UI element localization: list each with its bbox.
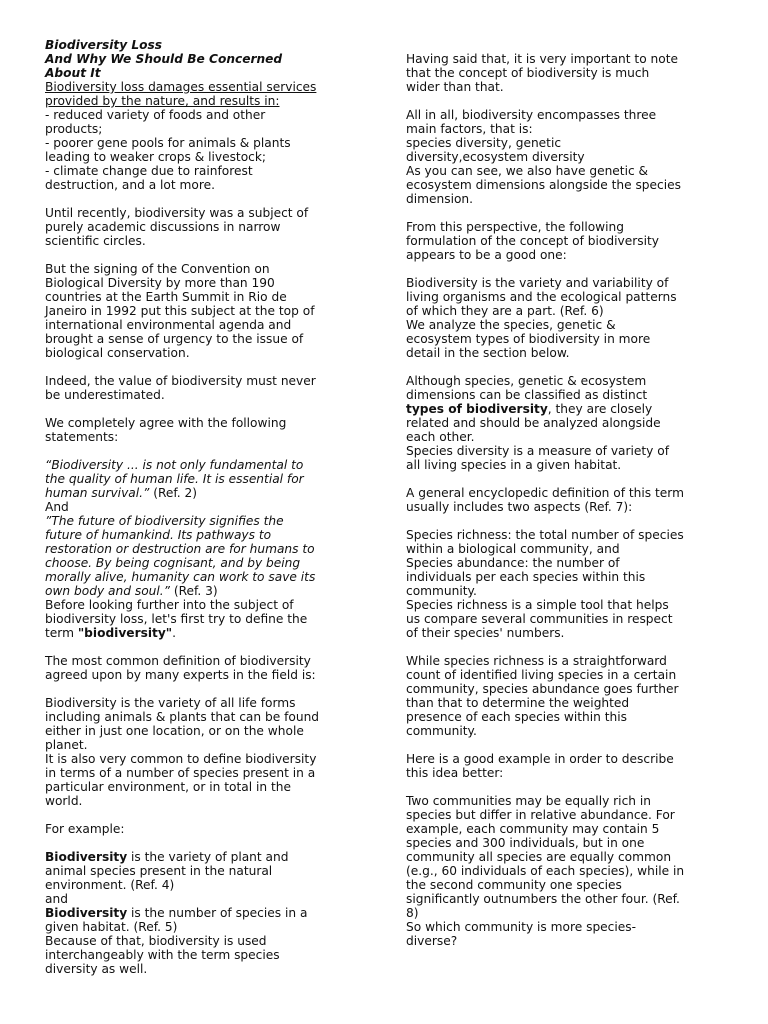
text-line: Biodiversity loss damages essential services <box>45 80 317 94</box>
paragraph-gap <box>45 640 367 654</box>
text-line: 8) <box>406 906 419 920</box>
text-line: Although species, genetic & ecosystem <box>406 374 647 388</box>
text-line: given habitat. (Ref. 5) <box>45 920 178 934</box>
text-line: Species richness: the total number of species <box>406 528 684 542</box>
text-line: Biodiversity is the variety and variability of <box>406 276 669 290</box>
text-line: particular environment, or in total in the <box>45 780 291 794</box>
text-line: While species richness is a straightforward <box>406 654 667 668</box>
text-line: Before looking further into the subject of <box>45 598 294 612</box>
text-line: Two communities may be equally rich in <box>406 794 651 808</box>
text-line: species but differ in relative abundance. For <box>406 808 675 822</box>
bold-term: types of biodiversity <box>406 402 548 416</box>
text-line: For example: <box>45 822 125 836</box>
text-line: Janeiro in 1992 put this subject at the top of <box>45 304 315 318</box>
text-line: the second community one species <box>406 878 622 892</box>
paragraph-gap <box>45 682 367 696</box>
paragraph-gap <box>406 780 724 794</box>
paragraph-gap <box>406 360 724 374</box>
text-line: Species diversity is a measure of variety of <box>406 444 670 458</box>
text-line: All in all, biodiversity encompasses three <box>406 108 657 122</box>
text-line <box>45 584 367 598</box>
text-run: term <box>45 626 78 640</box>
text-line: diverse? <box>406 934 458 948</box>
text-line: It is also very common to define biodiversity <box>45 752 317 766</box>
text-line: products; <box>45 122 103 136</box>
text-line: A general encyclopedic definition of this term <box>406 486 684 500</box>
text-line <box>406 402 724 416</box>
text-line: formulation of the concept of biodiversity <box>406 234 659 248</box>
text-line: restoration or destruction are for humans to <box>45 542 315 556</box>
paragraph-gap <box>45 402 367 416</box>
text-line: leading to weaker crops & livestock; <box>45 150 267 164</box>
text-line: Biodiversity Loss <box>45 38 163 52</box>
text-line: and <box>45 892 68 906</box>
text-line: Indeed, the value of biodiversity must never <box>45 374 316 388</box>
text-line <box>45 850 367 864</box>
text-line: interchangeably with the term species <box>45 948 280 962</box>
text-line: community. <box>406 584 477 598</box>
text-line: detail in the section below. <box>406 346 570 360</box>
text-line: count of identified living species in a certain <box>406 668 677 682</box>
text-line: But the signing of the Convention on <box>45 262 270 276</box>
text-line: countries at the Earth Summit in Rio de <box>45 290 287 304</box>
text-line: wider than that. <box>406 80 504 94</box>
text-line: Biological Diversity by more than 190 <box>45 276 275 290</box>
text-line: Here is a good example in order to describe <box>406 752 674 766</box>
text-line: - reduced variety of foods and other <box>45 108 266 122</box>
text-line: choose. By being cognisant, and by being <box>45 556 301 570</box>
text-line: statements: <box>45 430 119 444</box>
text-line: Species abundance: the number of <box>406 556 620 570</box>
text-line: community. <box>406 724 477 738</box>
text-line: agreed upon by many experts in the field is: <box>45 668 316 682</box>
text-line: (e.g., 60 individuals of each species), while in <box>406 864 685 878</box>
paragraph-gap <box>406 514 724 528</box>
text-line: From this perspective, the following <box>406 220 624 234</box>
text-line: animal species present in the natural <box>45 864 273 878</box>
text-line: purely academic discussions in narrow <box>45 220 281 234</box>
bold-term: "biodiversity" <box>77 626 173 640</box>
text-line: main factors, that is: <box>406 122 533 136</box>
text-line: planet. <box>45 738 88 752</box>
text-line: Because of that, biodiversity is used <box>45 934 267 948</box>
text-line: Until recently, biodiversity was a subject of <box>45 206 309 220</box>
paragraph-gap <box>406 94 724 108</box>
right-column <box>406 52 724 948</box>
text-line: than that to determine the weighted <box>406 696 630 710</box>
bold-term: Biodiversity <box>45 906 128 920</box>
text-line <box>45 626 367 640</box>
text-line: Species richness is a simple tool that helps <box>406 598 669 612</box>
text-line: this idea better: <box>406 766 504 780</box>
text-line: related and should be analyzed alongside <box>406 416 661 430</box>
text-line <box>45 906 367 920</box>
text-line: We completely agree with the following <box>45 416 287 430</box>
text-line: significantly outnumbers the other four. (Ref. <box>406 892 680 906</box>
text-line: - climate change due to rainforest <box>45 164 253 178</box>
paragraph-gap <box>406 262 724 276</box>
text-line: ecosystem types of biodiversity in more <box>406 332 651 346</box>
text-line <box>45 486 367 500</box>
paragraph-gap <box>45 444 367 458</box>
text-line: all living species in a given habitat. <box>406 458 622 472</box>
text-line: that the concept of biodiversity is much <box>406 66 650 80</box>
text-line: So which community is more species- <box>406 920 637 934</box>
left-column <box>45 38 367 976</box>
paragraph-gap <box>406 472 724 486</box>
text-run: is the variety of plant and <box>127 850 289 864</box>
paragraph-gap <box>406 206 724 220</box>
text-line: provided by the nature, and results in: <box>45 94 280 108</box>
text-line: And Why We Should Be Concerned <box>45 52 283 66</box>
text-line: And <box>45 500 69 514</box>
text-line: within a biological community, and <box>406 542 620 556</box>
italic-quote: human survival.” <box>45 486 150 500</box>
text-line: living organisms and the ecological patterns <box>406 290 677 304</box>
paragraph-gap <box>45 836 367 850</box>
text-line: community, species abundance goes further <box>406 682 679 696</box>
text-line: us compare several communities in respect <box>406 612 673 626</box>
text-line: “Biodiversity ... is not only fundamental to <box>45 458 304 472</box>
paragraph-gap <box>45 248 367 262</box>
text-line: of their species' numbers. <box>406 626 565 640</box>
text-run: . <box>172 626 177 640</box>
paragraph-gap <box>406 738 724 752</box>
text-line: of which they are a part. (Ref. 6) <box>406 304 604 318</box>
text-line: morally alive, humanity can work to save its <box>45 570 316 584</box>
text-line: destruction, and a lot more. <box>45 178 215 192</box>
text-line: each other. <box>406 430 475 444</box>
text-line: diversity as well. <box>45 962 148 976</box>
text-run: (Ref. 2) <box>149 486 198 500</box>
paragraph-gap <box>45 192 367 206</box>
text-line: biological conservation. <box>45 346 190 360</box>
text-line: species diversity, genetic <box>406 136 562 150</box>
paragraph-gap <box>45 360 367 374</box>
text-line: species and 300 individuals, but in one <box>406 836 645 850</box>
italic-quote: own body and soul.” <box>45 584 170 598</box>
text-line: usually includes two aspects (Ref. 7): <box>406 500 633 514</box>
text-run: , they are closely <box>547 402 653 416</box>
text-run: (Ref. 3) <box>169 584 218 598</box>
text-line: either in just one location, or on the whole <box>45 724 304 738</box>
text-line: future of humankind. Its pathways to <box>45 528 272 542</box>
text-line: The most common definition of biodiversity <box>45 654 311 668</box>
text-line: international environmental agenda and <box>45 318 292 332</box>
text-line: biodiversity loss, let's first try to define the <box>45 612 308 626</box>
text-line: individuals per each species within this <box>406 570 646 584</box>
text-line: dimensions can be classified as distinct <box>406 388 648 402</box>
text-line: environment. (Ref. 4) <box>45 878 175 892</box>
text-line: About It <box>45 66 101 80</box>
text-line: community all species are equally common <box>406 850 672 864</box>
text-line: diversity,ecosystem diversity <box>406 150 585 164</box>
text-line: ecosystem dimensions alongside the species <box>406 178 681 192</box>
text-line: presence of each species within this <box>406 710 627 724</box>
text-line: dimension. <box>406 192 474 206</box>
text-run: is the number of species in a <box>127 906 308 920</box>
text-line: brought a sense of urgency to the issue of <box>45 332 304 346</box>
text-line: - poorer gene pools for animals & plants <box>45 136 291 150</box>
text-line: As you can see, we also have genetic & <box>406 164 649 178</box>
text-line: including animals & plants that can be found <box>45 710 320 724</box>
text-line: Biodiversity is the variety of all life forms <box>45 696 296 710</box>
paragraph-gap <box>45 808 367 822</box>
text-line: ”The future of biodiversity signifies the <box>45 514 284 528</box>
text-line: example, each community may contain 5 <box>406 822 660 836</box>
text-line: We analyze the species, genetic & <box>406 318 616 332</box>
text-line: be underestimated. <box>45 388 165 402</box>
text-line: scientific circles. <box>45 234 146 248</box>
text-line: appears to be a good one: <box>406 248 567 262</box>
text-line: in terms of a number of species present in a <box>45 766 316 780</box>
text-line: world. <box>45 794 83 808</box>
bold-term: Biodiversity <box>45 850 128 864</box>
text-line: the quality of human life. It is essential for <box>45 472 304 486</box>
paragraph-gap <box>406 640 724 654</box>
text-line: Having said that, it is very important to note <box>406 52 678 66</box>
